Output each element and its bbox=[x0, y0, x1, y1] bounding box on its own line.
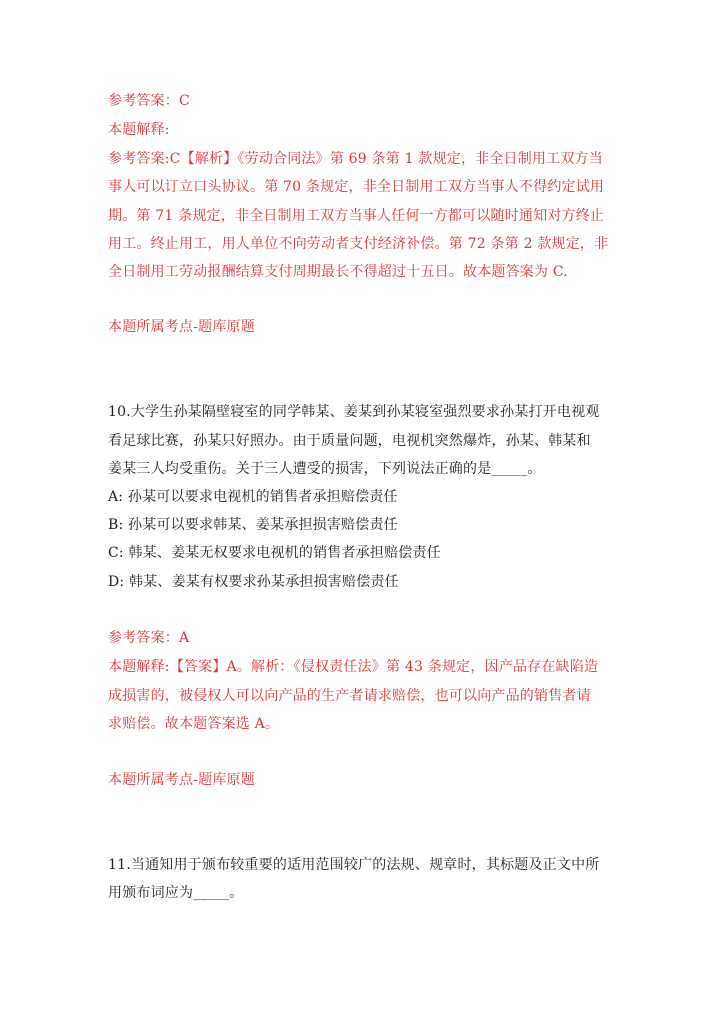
q10-answer: 参考答案：A bbox=[108, 630, 190, 646]
q9-explain-line: 用工。终止用工，用人单位不向劳动者支付经济补偿。第 72 条第 2 款规定，非 bbox=[108, 236, 609, 252]
q9-explain-label: 本题解释: bbox=[108, 122, 170, 138]
q9-explain-line: 事人可以订立口头协议。第 70 条规定，非全日制用工双方当事人不得约定试用 bbox=[108, 179, 605, 195]
q10-stem-line: 姜某三人均受重伤。关于三人遭受的损害，下列说法正确的是_____。 bbox=[108, 461, 542, 477]
q10-explain-line: 求赔偿。故本题答案选 A。 bbox=[108, 716, 280, 732]
q10-explain-line: 成损害的，被侵权人可以向产品的生产者请求赔偿，也可以向产品的销售者请 bbox=[108, 688, 591, 704]
q9-explain-line: 期。第 71 条规定，非全日制用工双方当事人任何一方都可以随时通知对方终止 bbox=[108, 208, 605, 224]
q10-option-c: C: 韩某、姜某无权要求电视机的销售者承担赔偿责任 bbox=[108, 545, 441, 561]
q10-stem-line: 10.大学生孙某隔壁寝室的同学韩某、姜某到孙某寝室强烈要求孙某打开电视观 bbox=[108, 404, 600, 420]
q10-source: 本题所属考点-题库原题 bbox=[108, 772, 255, 788]
q9-explain-line: 全日制用工劳动报酬结算支付周期最长不得超过十五日。故本题答案为 C. bbox=[108, 264, 568, 280]
q9-explain-line: 参考答案:C【解析】《劳动合同法》第 69 条第 1 款规定，非全日制用工双方当 bbox=[108, 151, 603, 167]
q10-option-a: A: 孙某可以要求电视机的销售者承担赔偿责任 bbox=[108, 489, 398, 505]
q11-stem-line: 用颁布词应为_____。 bbox=[108, 885, 244, 901]
q10-option-d: D: 韩某、姜某有权要求孙某承担损害赔偿责任 bbox=[108, 574, 399, 590]
q9-source: 本题所属考点-题库原题 bbox=[108, 319, 255, 335]
q11-stem-line: 11.当通知用于颁布较重要的适用范围较广的法规、规章时，其标题及正文中所 bbox=[108, 857, 600, 873]
q10-option-b: B: 孙某可以要求韩某、姜某承担损害赔偿责任 bbox=[108, 517, 398, 533]
q9-answer: 参考答案：C bbox=[108, 93, 190, 109]
q10-stem-line: 看足球比赛，孙某只好照办。由于质量问题，电视机突然爆炸，孙某、韩某和 bbox=[108, 433, 591, 449]
q10-explain-line: 本题解释:【答案】A。解析：《侵权责任法》第 43 条规定，因产品存在缺陷造 bbox=[108, 659, 599, 675]
